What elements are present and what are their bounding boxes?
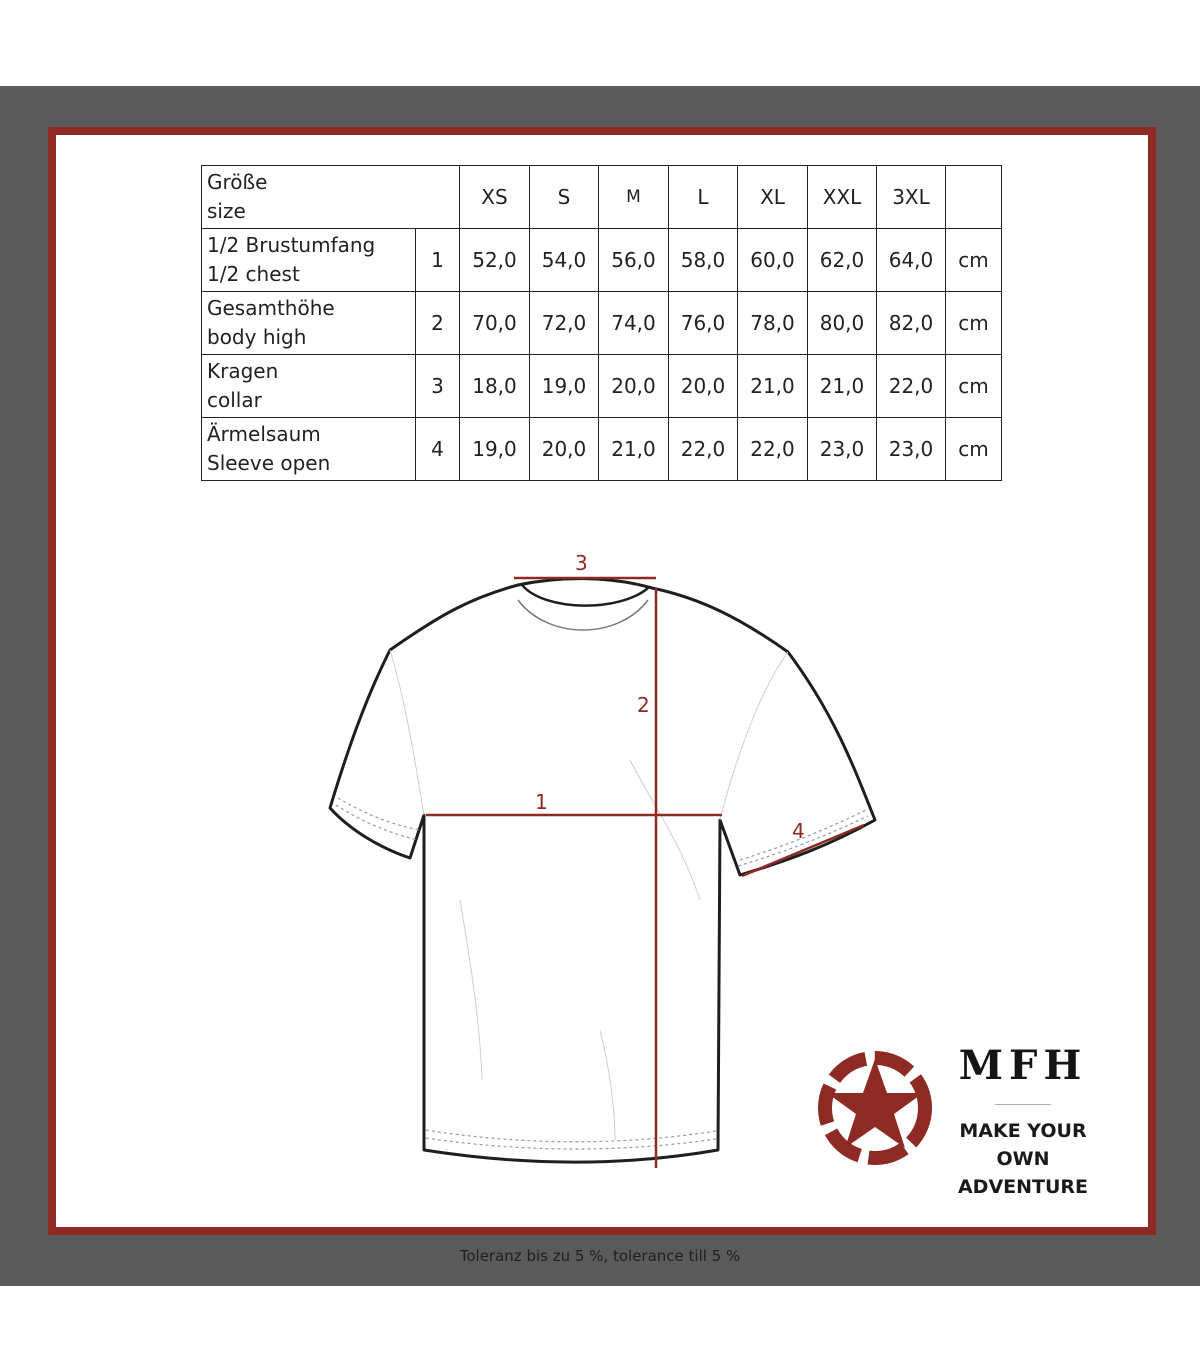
value-cell: 74,0 — [599, 292, 669, 355]
row-label — [202, 418, 416, 481]
size-col-header: XS — [460, 166, 530, 229]
tshirt-diagram — [320, 545, 890, 1185]
value-cell: 82,0 — [877, 292, 946, 355]
value-cell: 52,0 — [460, 229, 530, 292]
size-col-header: M — [599, 166, 669, 229]
value-cell: 20,0 — [530, 418, 599, 481]
row-label — [202, 355, 416, 418]
value-cell: 23,0 — [808, 418, 877, 481]
value-cell: 76,0 — [669, 292, 738, 355]
value-cell: 22,0 — [877, 355, 946, 418]
size-header-cell — [202, 166, 460, 229]
size-header-de: Größe — [207, 170, 268, 194]
star-icon — [812, 1045, 938, 1169]
row-index: 1 — [416, 229, 460, 292]
unit-cell: cm — [946, 292, 1002, 355]
row-label-de: Ärmelsaum — [207, 422, 321, 446]
value-cell: 20,0 — [669, 355, 738, 418]
tshirt-outline — [330, 579, 875, 1162]
value-cell: 21,0 — [599, 418, 669, 481]
unit-cell: cm — [946, 418, 1002, 481]
row-index: 3 — [416, 355, 460, 418]
size-header-en: size — [207, 199, 246, 223]
row-label-en: Sleeve open — [207, 451, 331, 475]
value-cell: 18,0 — [460, 355, 530, 418]
table-row — [202, 355, 1002, 418]
size-col-header: XXL — [808, 166, 877, 229]
slogan-line-1: MAKE YOUR OWN — [959, 1120, 1087, 1170]
table-row — [202, 292, 1002, 355]
collar-measure-label: 3 — [575, 551, 588, 575]
row-label — [202, 229, 416, 292]
value-cell: 54,0 — [530, 229, 599, 292]
sleeve-measure-label: 4 — [792, 819, 805, 843]
row-label-de: Kragen — [207, 359, 279, 383]
unit-cell: cm — [946, 229, 1002, 292]
value-cell: 70,0 — [460, 292, 530, 355]
tolerance-note: Toleranz bis zu 5 %, tolerance till 5 % — [459, 1247, 741, 1265]
value-cell: 22,0 — [669, 418, 738, 481]
unit-col-header — [946, 166, 1002, 229]
chest-measure-label: 1 — [535, 790, 548, 814]
row-label — [202, 292, 416, 355]
header-row — [202, 166, 1002, 229]
size-col-header: 3XL — [877, 166, 946, 229]
slogan-line-2: ADVENTURE — [957, 1176, 1089, 1198]
row-label-de: Gesamthöhe — [207, 296, 335, 320]
brand-name: MFH — [958, 1042, 1088, 1089]
value-cell: 21,0 — [738, 355, 808, 418]
size-table — [201, 165, 1002, 481]
value-cell: 21,0 — [808, 355, 877, 418]
size-col-header: L — [669, 166, 738, 229]
value-cell: 23,0 — [877, 418, 946, 481]
value-cell: 19,0 — [460, 418, 530, 481]
row-index: 4 — [416, 418, 460, 481]
value-cell: 56,0 — [599, 229, 669, 292]
row-label-en: 1/2 chest — [207, 262, 300, 286]
value-cell: 58,0 — [669, 229, 738, 292]
value-cell: 72,0 — [530, 292, 599, 355]
row-index: 2 — [416, 292, 460, 355]
value-cell: 19,0 — [530, 355, 599, 418]
value-cell: 60,0 — [738, 229, 808, 292]
value-cell: 62,0 — [808, 229, 877, 292]
row-label-en: collar — [207, 388, 262, 412]
value-cell: 22,0 — [738, 418, 808, 481]
value-cell: 64,0 — [877, 229, 946, 292]
table-row — [202, 229, 1002, 292]
height-measure-label: 2 — [637, 693, 650, 717]
brand-slogan — [930, 1117, 1116, 1201]
brand-divider — [995, 1104, 1051, 1105]
value-cell: 80,0 — [808, 292, 877, 355]
table-row — [202, 418, 1002, 481]
size-col-header: XL — [738, 166, 808, 229]
row-label-en: body high — [207, 325, 307, 349]
row-label-de: 1/2 Brustumfang — [207, 233, 376, 257]
value-cell: 20,0 — [599, 355, 669, 418]
value-cell: 78,0 — [738, 292, 808, 355]
size-col-header: S — [530, 166, 599, 229]
unit-cell: cm — [946, 355, 1002, 418]
